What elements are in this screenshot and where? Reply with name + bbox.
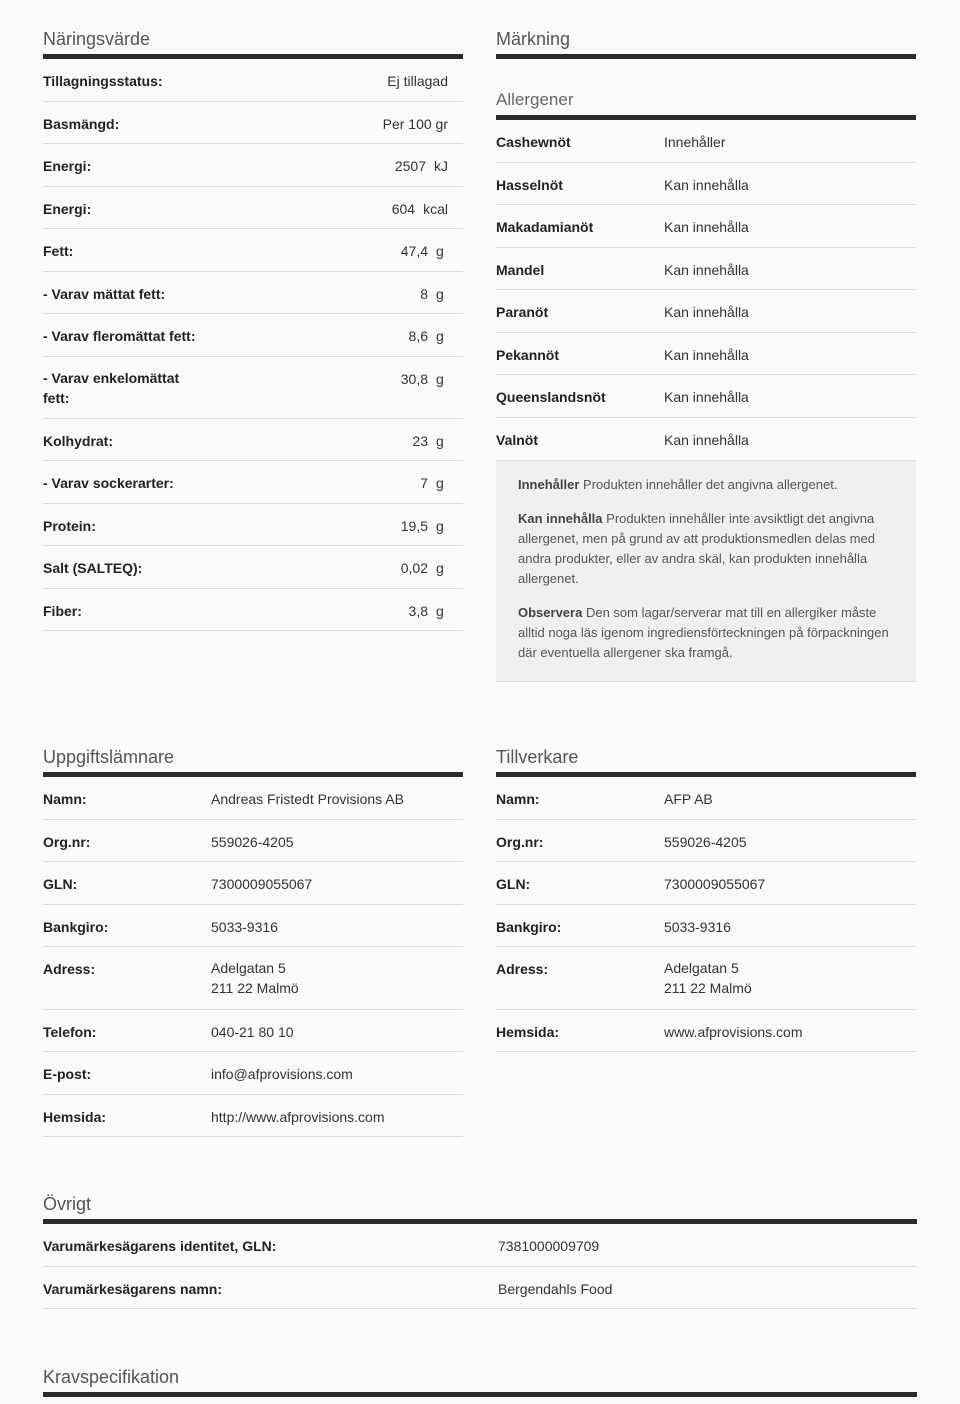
- row-value: Kan innehålla: [664, 304, 749, 320]
- row-label: Paranöt: [496, 304, 549, 320]
- row-value: [412, 433, 448, 449]
- row-value: [395, 158, 448, 174]
- row-label: Pekannöt: [496, 346, 560, 363]
- row-label: Protein:: [43, 517, 96, 534]
- table-row: [496, 1010, 916, 1053]
- website-link[interactable]: www.afprovisions.com: [664, 1023, 803, 1040]
- row-value: Kan innehålla: [664, 261, 749, 278]
- table-row: [43, 905, 463, 948]
- info-notice: [518, 603, 894, 663]
- value-text: 2507: [394, 158, 426, 174]
- info-contains: [518, 475, 894, 495]
- row-label: GLN:: [496, 876, 531, 892]
- row-value: 7381000009709: [498, 1238, 600, 1254]
- address-line: 211 22 Malmö: [664, 980, 752, 996]
- table-row: [43, 102, 463, 145]
- table-row: [43, 820, 463, 863]
- table-row: [43, 229, 463, 272]
- row-value: [387, 73, 448, 89]
- row-value: Bergendahls Food: [498, 1280, 613, 1297]
- allergens-table: [496, 120, 916, 460]
- supplier-section: [43, 742, 463, 1137]
- row-value: AFP AB: [664, 791, 713, 807]
- value-text: 30,8: [400, 370, 428, 387]
- row-value: [409, 603, 448, 619]
- row-value: [664, 958, 752, 998]
- unit-text: g: [436, 328, 444, 344]
- row-label: Energi:: [43, 158, 92, 174]
- address-line: 211 22 Malmö: [211, 980, 299, 996]
- row-label: Queenslandsnöt: [496, 389, 606, 405]
- value-text: 0,02: [400, 560, 428, 576]
- row-label: Org.nr:: [496, 833, 544, 850]
- row-label: Bankgiro:: [496, 918, 562, 935]
- table-row: [496, 290, 916, 333]
- row-value: Kan innehålla: [664, 431, 749, 448]
- row-label: Salt (SALTEQ):: [43, 560, 143, 576]
- unit-text: g: [436, 517, 444, 534]
- nutrition-table: [43, 59, 463, 631]
- table-row: [496, 947, 916, 1010]
- value-text: 3,8: [408, 602, 428, 619]
- row-value: [409, 328, 448, 344]
- unit-text: g: [436, 285, 444, 302]
- row-value: Kan innehålla: [664, 389, 749, 405]
- row-label: - Varav mättat fett:: [43, 285, 166, 302]
- row-label: Fiber:: [43, 602, 82, 619]
- row-label: Namn:: [496, 791, 540, 807]
- nutrition-section: [43, 24, 463, 631]
- info-text: Produkten innehåller det angivna allergenet.: [583, 476, 838, 492]
- table-row: [43, 589, 463, 632]
- manufacturer-title: Tillverkare: [496, 742, 916, 777]
- row-value: [383, 116, 448, 132]
- unit-text: g: [436, 475, 444, 491]
- row-label: Makadamianöt: [496, 219, 594, 235]
- allergen-info-box: [496, 460, 916, 682]
- table-row: [496, 862, 916, 905]
- table-row: [43, 144, 463, 187]
- row-label: Hemsida:: [496, 1023, 560, 1040]
- row-value: Innehåller: [664, 134, 726, 150]
- labeling-title: Märkning: [496, 24, 916, 59]
- row-label: Cashewnöt: [496, 134, 571, 150]
- row-label: Bankgiro:: [43, 918, 109, 935]
- table-row: [43, 314, 463, 357]
- table-row: [496, 905, 916, 948]
- unit-text: kcal: [423, 200, 448, 217]
- row-value: 040-21 80 10: [211, 1023, 294, 1040]
- manufacturer-section: [496, 742, 916, 1052]
- unit-text: g: [436, 432, 444, 449]
- value-text: 19,5: [400, 517, 428, 534]
- table-row: [496, 418, 916, 460]
- info-term: Kan innehålla: [518, 510, 603, 526]
- row-value: [211, 958, 299, 998]
- row-label: Varumärkesägarens identitet, GLN:: [43, 1238, 277, 1254]
- unit-text: g: [436, 370, 444, 387]
- table-row: [43, 59, 463, 102]
- table-row: [496, 248, 916, 291]
- row-value: [401, 371, 448, 387]
- table-row: [43, 947, 463, 1010]
- value-text: 47,4: [400, 243, 428, 259]
- info-may-contain: [518, 509, 894, 589]
- unit-text: kJ: [434, 158, 448, 174]
- requirements-title: Kravspecifikation: [43, 1362, 917, 1397]
- row-label: Org.nr:: [43, 833, 91, 850]
- address-line: Adelgatan 5: [211, 960, 286, 976]
- table-row: [43, 546, 463, 589]
- table-row: [43, 862, 463, 905]
- table-row: [43, 504, 463, 547]
- table-row: [496, 820, 916, 863]
- row-value: [401, 518, 448, 534]
- table-row: [496, 333, 916, 376]
- other-title: Övrigt: [43, 1189, 917, 1224]
- value-text: 7: [420, 475, 428, 491]
- row-label: Basmängd:: [43, 115, 120, 132]
- row-label: E-post:: [43, 1066, 92, 1082]
- row-label: Fett:: [43, 243, 74, 259]
- other-table: [43, 1224, 917, 1309]
- row-value: 5033-9316: [664, 918, 731, 935]
- row-value: [392, 201, 448, 217]
- email-link[interactable]: info@afprovisions.com: [211, 1066, 353, 1082]
- info-text: Produkten innehåller inte avsiktligt det angivna allergenet, men på grund av att produktionsmedlen delas med andra produkter, eller av andra skäl, kan produkten innehålla allergenet.: [518, 510, 875, 586]
- row-value: Kan innehålla: [664, 219, 749, 235]
- table-row: [43, 1095, 463, 1138]
- row-label: - Varav enkelomättat fett:: [43, 369, 180, 406]
- table-row: [496, 120, 916, 163]
- info-term: Observera: [518, 604, 583, 620]
- unit-text: g: [436, 602, 444, 619]
- row-label: Kolhydrat:: [43, 432, 113, 449]
- table-row: [43, 1052, 463, 1095]
- row-label: Hemsida:: [43, 1108, 107, 1125]
- website-link[interactable]: http://www.afprovisions.com: [211, 1108, 385, 1125]
- row-value: 7300009055067: [664, 876, 766, 892]
- table-row: [43, 1224, 917, 1267]
- table-row: [43, 272, 463, 315]
- row-label: GLN:: [43, 876, 78, 892]
- unit-text: g: [436, 560, 444, 576]
- row-label: Namn:: [43, 791, 87, 807]
- row-label: Telefon:: [43, 1023, 97, 1040]
- table-row: [43, 1010, 463, 1053]
- row-value: 7300009055067: [211, 876, 313, 892]
- table-row: [496, 205, 916, 248]
- row-value: [420, 286, 448, 302]
- row-label: - Varav fleromättat fett:: [43, 328, 196, 344]
- row-label: Energi:: [43, 200, 92, 217]
- unit-text: g: [436, 243, 444, 259]
- row-value: [401, 560, 448, 576]
- supplier-title: Uppgiftslämnare: [43, 742, 463, 777]
- row-label: Hasselnöt: [496, 176, 563, 193]
- row-value: 559026-4205: [664, 833, 747, 850]
- other-section: [43, 1189, 917, 1309]
- table-row: [496, 777, 916, 820]
- info-text: Den som lagar/serverar mat till en allergiker måste alltid noga läs igenom ingrediensförteckningen på förpackningen där eventuella allergener ska framgå.: [518, 604, 889, 660]
- value-text: 8,6: [408, 328, 428, 344]
- row-value: 5033-9316: [211, 918, 278, 935]
- table-row: [43, 187, 463, 230]
- row-value: 559026-4205: [211, 833, 294, 850]
- table-row: [43, 777, 463, 820]
- row-label: Valnöt: [496, 431, 539, 448]
- row-value: [401, 243, 448, 259]
- nutrition-title: Näringsvärde: [43, 24, 463, 59]
- value-text: Per 100 gr: [382, 115, 448, 132]
- table-row: [43, 461, 463, 504]
- table-row: [496, 163, 916, 206]
- row-value: [420, 475, 448, 491]
- info-term: Innehåller: [518, 476, 580, 492]
- manufacturer-table: [496, 777, 916, 1052]
- value-text: 23: [412, 432, 428, 449]
- row-value: Kan innehålla: [664, 346, 749, 363]
- supplier-table: [43, 777, 463, 1137]
- requirements-section: [43, 1362, 917, 1397]
- row-label: Mandel: [496, 261, 545, 278]
- row-label: Adress:: [496, 961, 549, 977]
- row-label: Varumärkesägarens namn:: [43, 1280, 222, 1297]
- row-value: Kan innehålla: [664, 176, 749, 193]
- table-row: [496, 375, 916, 418]
- value-text: 8: [420, 285, 428, 302]
- table-row: [43, 419, 463, 462]
- row-label: Tillagningsstatus:: [43, 73, 163, 89]
- row-label: - Varav sockerarter:: [43, 475, 174, 491]
- row-value: Andreas Fristedt Provisions AB: [211, 791, 404, 807]
- value-text: Ej tillagad: [387, 73, 448, 89]
- table-row: [43, 1267, 917, 1310]
- value-text: 604: [391, 200, 416, 217]
- allergens-title: Allergener: [496, 85, 916, 120]
- row-label: Adress:: [43, 961, 96, 977]
- table-row: [43, 357, 463, 419]
- address-line: Adelgatan 5: [664, 960, 739, 976]
- labeling-section: [496, 24, 916, 682]
